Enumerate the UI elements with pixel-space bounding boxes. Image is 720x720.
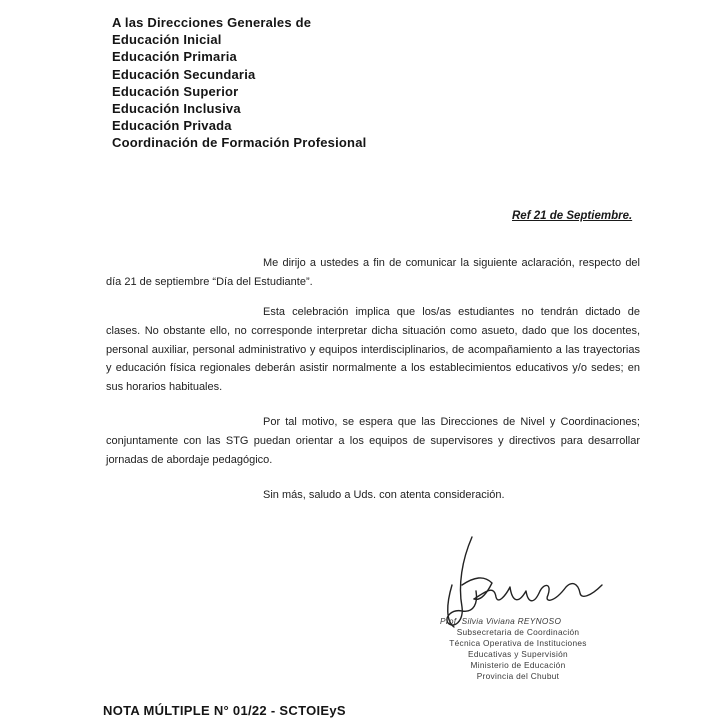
nota-number: NOTA MÚLTIPLE N° 01/22 - SCTOIEyS (103, 703, 346, 718)
reference-date: Ref 21 de Septiembre. (512, 210, 633, 222)
addressee-line: Coordinación de Formación Profesional (112, 135, 367, 151)
signer-name: Prof. Silvia Viviana REYNOSO (440, 616, 562, 626)
signer-block (438, 616, 598, 682)
addressee-line: Educación Privada (112, 118, 232, 134)
body-paragraph-2: Esta celebración implica que los/as estudiantes no tendrán dictado de clases. No obstante ello, no corresponde interpretar dicha situación como asueto, dado que los docentes, personal auxiliar, personal administrativo y equipos interdisciplinarios, de acompañamiento a las trayectorias y educación física regionales deberán asistir normalmente a los establecimientos educativos y/o sedes; en sus horarios habituales. (106, 306, 640, 394)
signer-title-line: Subsecretaria de Coordinación (456, 627, 580, 637)
addressee-line: Educación Superior (112, 83, 239, 99)
addressee-line: Educación Secundaria (112, 66, 256, 82)
body-paragraph-3: Por tal motivo, se espera que las Direcciones de Nivel y Coordinaciones; conjuntamente con las STG puedan orientar a los equipos de supervisores y directivos para desarrollar jornadas de abordaje pedagógico. (106, 416, 640, 466)
addressee-block (112, 14, 366, 152)
signer-title-line: Técnica Operativa de Instituciones (449, 638, 587, 648)
addressee-line: Educación Inclusiva (112, 101, 241, 117)
addressee-line: Educación Primaria (112, 49, 237, 65)
signer-title-line: Ministerio de Educación (470, 660, 566, 670)
signer-title-line: Provincia del Chubut (476, 671, 560, 681)
addressee-line: Educación Inicial (112, 32, 222, 48)
closing-paragraph: Sin más, saludo a Uds. con atenta consideración. (263, 489, 505, 501)
addressee-line: A las Direcciones Generales de (112, 15, 312, 30)
body-paragraph-1: Me dirijo a ustedes a fin de comunicar la siguiente aclaración, respecto del día 21 de septiembre “Día del Estudiante”. (106, 257, 640, 288)
signer-title-line: Educativas y Supervisión (468, 649, 568, 659)
